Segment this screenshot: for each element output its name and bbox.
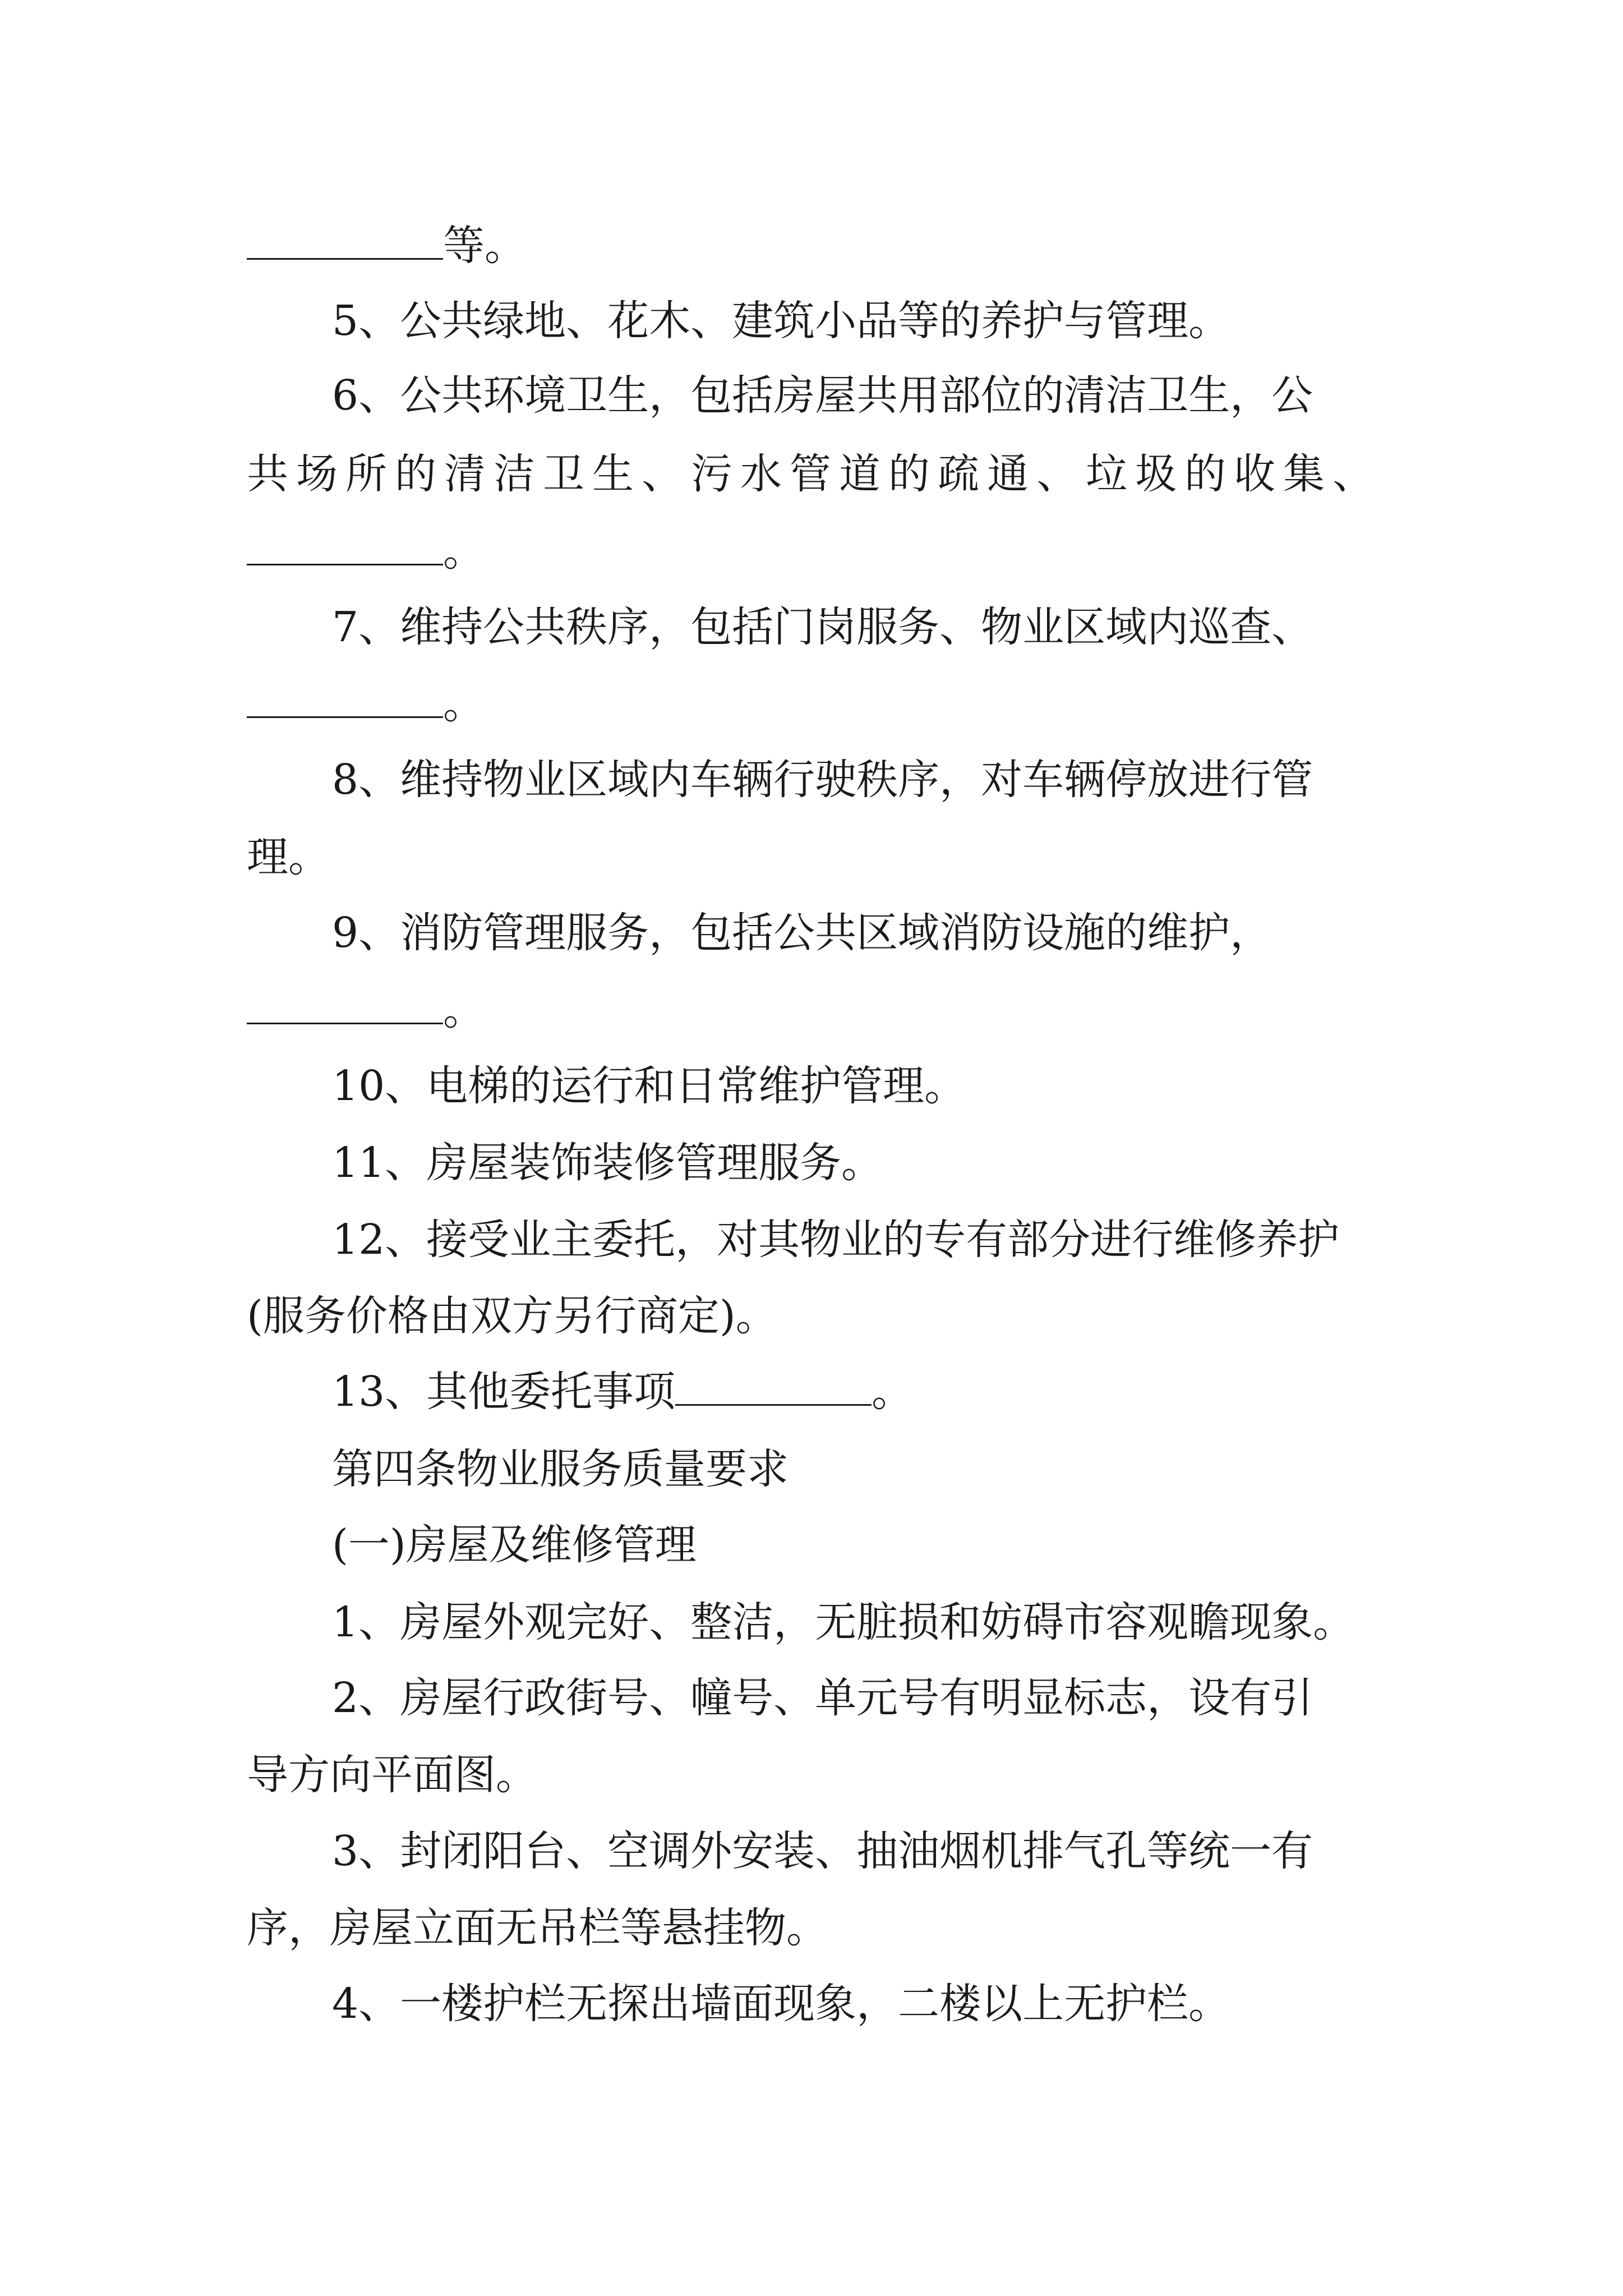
section-heading: 第四条物业服务质量要求 bbox=[332, 1445, 789, 1493]
paragraph-item-10: 10、电梯的运行和日常维护管理。 bbox=[332, 1062, 966, 1110]
text-line: (服务价格由双方另行商定)。 bbox=[247, 1292, 777, 1340]
text-line bbox=[0, 676, 1623, 732]
text-line: 共场所的清洁卫生、污水管道的疏通、垃圾的收集、 bbox=[247, 450, 1382, 498]
fill-in-blank[interactable] bbox=[247, 532, 443, 565]
text-line: 理。 bbox=[247, 833, 330, 881]
fill-in-blank[interactable] bbox=[247, 685, 443, 718]
line-suffix: 。 bbox=[872, 1368, 914, 1416]
paragraph-item-8: 8、维持物业区域内车辆行驶秩序，对车辆停放进行管 bbox=[332, 756, 1313, 804]
subsection-heading: (一)房屋及维修管理 bbox=[332, 1521, 697, 1569]
quality-item-1: 1、房屋外观完好、整洁，无脏损和妨碍市容观瞻现象。 bbox=[332, 1598, 1355, 1646]
line-suffix: 。 bbox=[443, 527, 485, 576]
paragraph-item-7: 7、维持公共秩序，包括门岗服务、物业区域内巡查、 bbox=[332, 603, 1313, 651]
text-line: 导方向平面图。 bbox=[247, 1751, 537, 1799]
paragraph-item-12: 12、接受业主委托，对其物业的专有部分进行维修养护 bbox=[332, 1216, 1340, 1264]
text-line: 序，房屋立面无吊栏等悬挂物。 bbox=[247, 1904, 828, 1952]
paragraph-item-6: 6、公共环境卫生，包括房屋共用部位的清洁卫生，公 bbox=[332, 371, 1313, 420]
quality-item-4: 4、一楼护栏无探出墙面现象，二楼以上无护栏。 bbox=[332, 1980, 1230, 2028]
fill-in-blank[interactable] bbox=[675, 1373, 872, 1406]
paragraph-item-9: 9、消防管理服务，包括公共区域消防设施的维护， bbox=[332, 909, 1272, 957]
quality-item-2: 2、房屋行政街号、幢号、单元号有明显标志，设有引 bbox=[332, 1674, 1313, 1722]
fill-in-blank[interactable] bbox=[247, 227, 443, 260]
line-suffix: 。 bbox=[443, 680, 485, 728]
line-prefix: 13、其他委托事项 bbox=[332, 1368, 676, 1416]
text-line bbox=[0, 523, 1623, 579]
text-line bbox=[0, 218, 1623, 274]
paragraph-item-13 bbox=[0, 1364, 1623, 1420]
text-line bbox=[0, 982, 1623, 1038]
quality-item-3: 3、封闭阳台、空调外安装、抽油烟机排气孔等统一有 bbox=[332, 1827, 1313, 1875]
fill-in-blank[interactable] bbox=[247, 991, 443, 1024]
line-suffix: 等。 bbox=[443, 222, 526, 270]
paragraph-item-11: 11、房屋装饰装修管理服务。 bbox=[332, 1139, 883, 1187]
line-suffix: 。 bbox=[443, 986, 485, 1034]
paragraph-item-5: 5、公共绿地、花木、建筑小品等的养护与管理。 bbox=[332, 297, 1230, 345]
